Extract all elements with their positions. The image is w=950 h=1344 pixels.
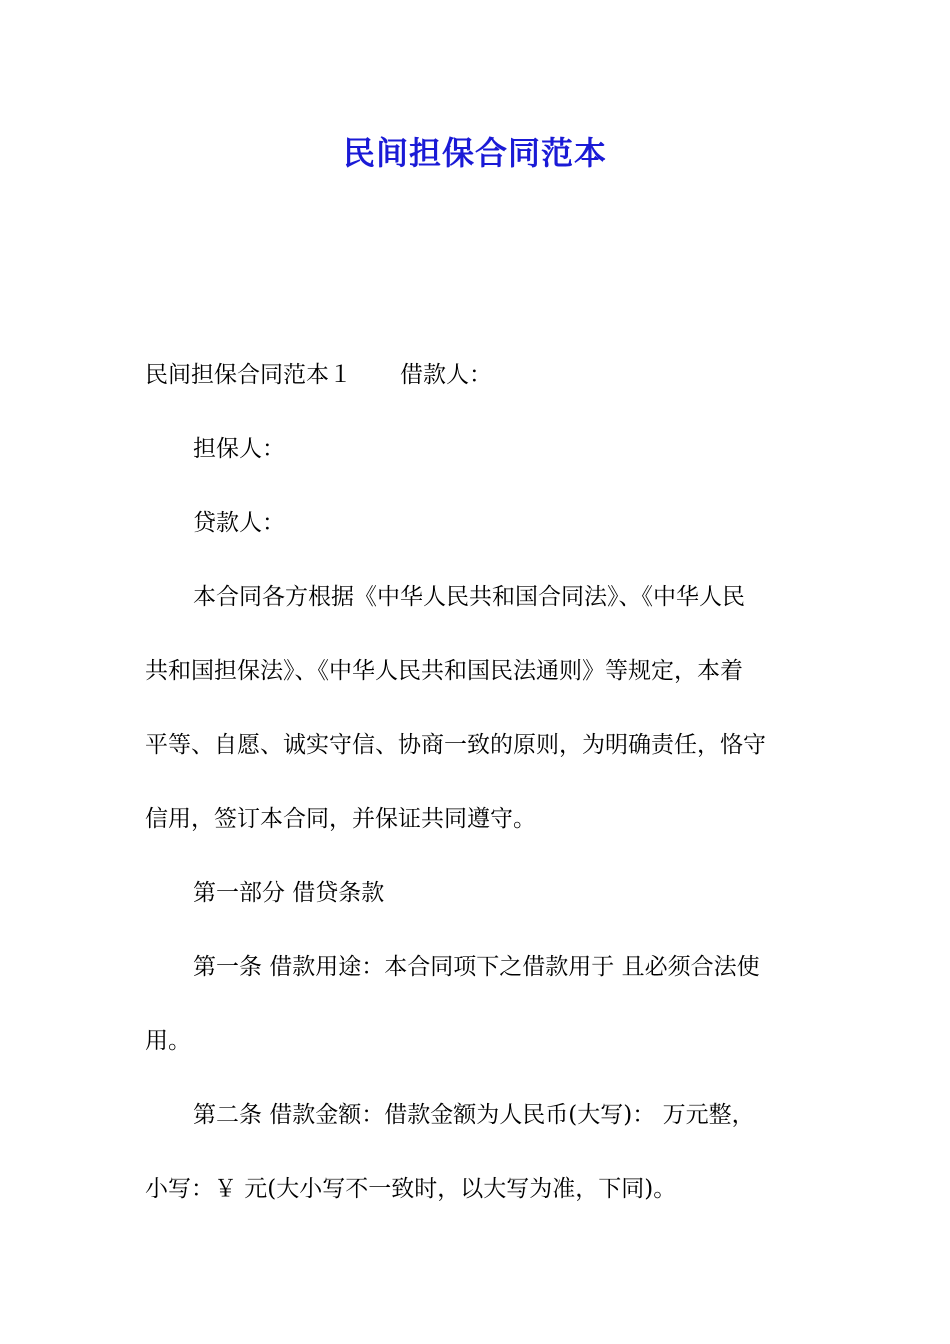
preamble-line-2: 共和国担保法》、《中华人民共和国民法通则》等规定，本着 xyxy=(145,658,743,684)
preamble-line-3: 平等、自愿、诚实守信、协商一致的原则，为明确责任，恪守 xyxy=(145,732,766,758)
borrower-label: 借款人： xyxy=(400,362,492,388)
part-one-heading: 第一部分 借贷条款 xyxy=(193,880,385,906)
article-one-line-2: 用。 xyxy=(145,1028,191,1054)
guarantor-label: 担保人： xyxy=(193,436,285,462)
preamble-line-1: 本合同各方根据《中华人民共和国合同法》、《中华人民 xyxy=(193,584,745,610)
article-one-line-1: 第一条 借款用途：本合同项下之借款用于 且必须合法使 xyxy=(193,954,760,980)
document-body xyxy=(145,338,805,1226)
article-two-line-1: 第二条 借款金额：借款金额为人民币(大写)： 万元整， xyxy=(193,1102,755,1128)
preamble-line-4: 信用，签订本合同，并保证共同遵守。 xyxy=(145,806,536,832)
article-two-line-2: 小写：￥ 元(大小写不一致时，以大写为准，下同)。 xyxy=(145,1176,677,1202)
document-title: 民间担保合同范本 xyxy=(342,134,607,172)
heading-line xyxy=(145,338,805,412)
lender-label: 贷款人： xyxy=(193,510,285,536)
section-title: 民间担保合同范本１ xyxy=(145,362,352,388)
